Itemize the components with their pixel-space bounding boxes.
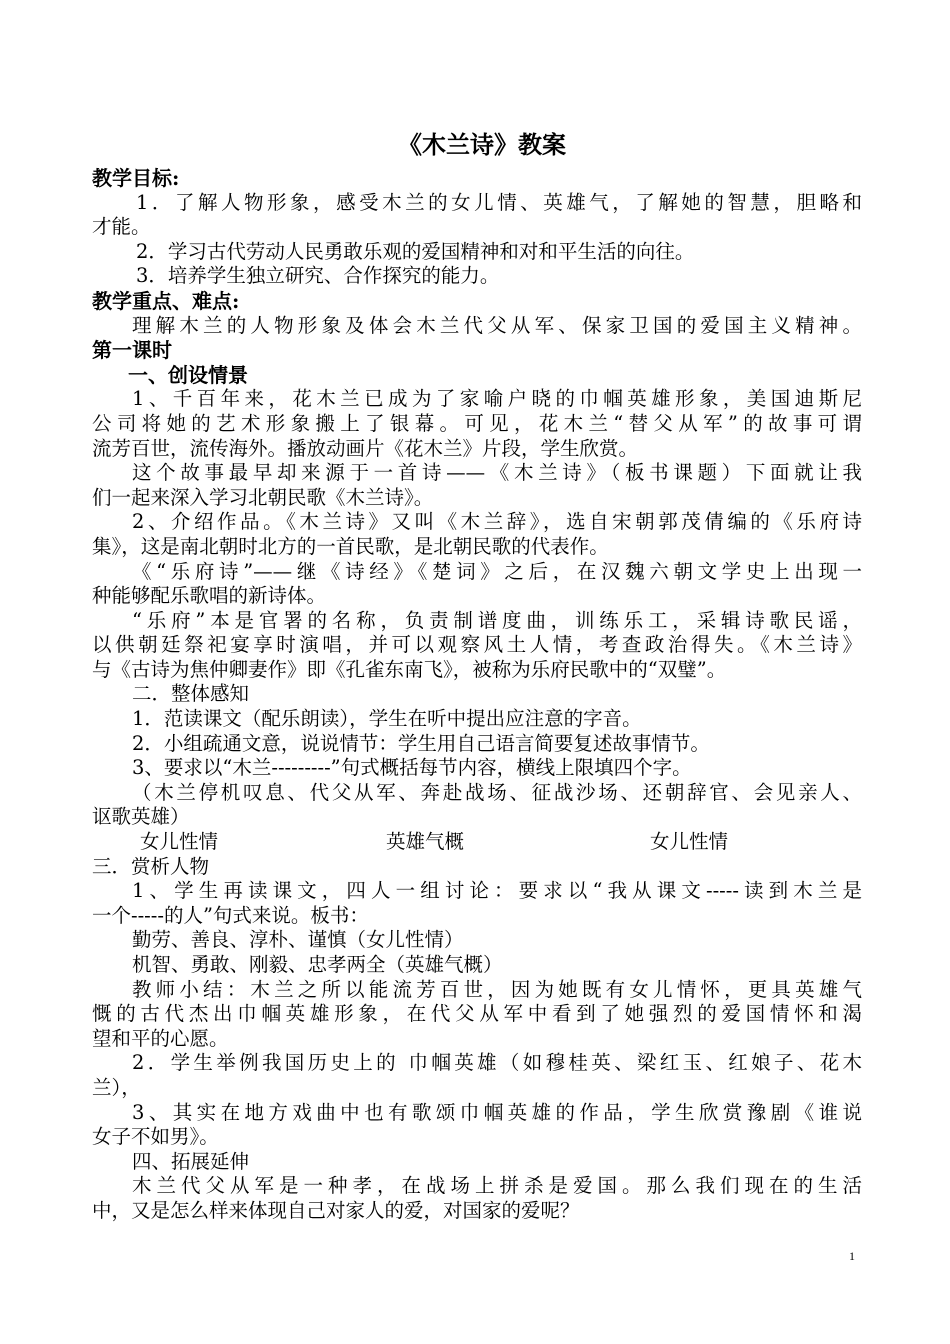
text-line: 兰），: [92, 1075, 141, 1099]
text-line: 1、千百年来，花木兰已成为了家喻户晓的巾帼英雄形象，美国迪斯尼: [132, 387, 862, 411]
section-heading: 第一课时: [92, 338, 172, 363]
text-line: 望和平的心愿。: [92, 1026, 229, 1050]
text-line: 与《古诗为焦仲卿妻作》即《孔雀东南飞》，被称为乐府民歌中的“双璧”。: [92, 657, 727, 681]
text-line: 1．了解人物形象，感受木兰的女儿情、英雄气，了解她的智慧，胆略和: [136, 190, 862, 214]
text-line: 二．整体感知: [132, 682, 250, 706]
text-line: 以供朝廷祭祀宴享时演唱，并可以观察风土人情，考查政治得失。《木兰诗》: [92, 633, 862, 657]
text-line: 这个故事最早却来源于一首诗——《木兰诗》（板书课题）下面就让我: [132, 461, 862, 485]
section-heading: 教学重点、难点:: [92, 288, 240, 313]
text-line: 四、拓展延伸: [132, 1149, 250, 1173]
text-line: 木兰代父从军是一种孝，在战场上拼杀是爱国。那么我们现在的生活: [132, 1174, 862, 1198]
text-line: 流芳百世，流传海外。播放动画片《花木兰》片段，学生欣赏。: [92, 436, 639, 460]
text-line: 讴歌英雄）: [92, 805, 190, 829]
text-line: 3、要求以“木兰---------”句式概括每节内容，横线上限填四个字。: [132, 756, 692, 780]
text-line: 理解木兰的人物形象及体会木兰代父从军、保家卫国的爱国主义精神。: [132, 313, 862, 337]
text-line: 三．赏析人物: [92, 854, 210, 878]
text-line: 慨的古代杰出巾帼英雄形象，在代父从军中看到了她强烈的爱国情怀和渴: [92, 1002, 862, 1026]
column-label-1: 女儿性情: [140, 830, 219, 854]
document-body: [92, 166, 862, 830]
text-line: 教师小结：木兰之所以能流芳百世，因为她既有女儿情怀，更具英雄气: [132, 977, 862, 1001]
text-line: 《“乐府诗”——继《诗经》《楚词》之后，在汉魏六朝文学史上出现一: [132, 559, 862, 583]
text-line: 集》，这是南北朝时北方的一首民歌，是北朝民歌的代表作。: [92, 534, 609, 558]
text-line: 2．学生举例我国历史上的 巾帼英雄（如穆桂英、梁红玉、红娘子、花木: [132, 1051, 862, 1075]
text-line: 3、其实在地方戏曲中也有歌颂巾帼英雄的作品，学生欣赏豫剧《谁说: [132, 1100, 862, 1124]
subsection-heading: 一、创设情景: [128, 362, 248, 387]
text-line: 2．学习古代劳动人民勇敢乐观的爱国精神和对和平生活的向往。: [136, 239, 695, 263]
text-line: 勤劳、善良、淳朴、谨慎（女儿性情）: [132, 928, 464, 952]
summary-columns: [92, 830, 862, 855]
text-line: 公司将她的艺术形象搬上了银幕。可见，花木兰“替父从军”的故事可谓: [92, 411, 862, 435]
text-line: 3．培养学生独立研究、合作探究的能力。: [136, 264, 500, 288]
text-line: “乐府”本是官署的名称，负责制谱度曲，训练乐工，采辑诗歌民谣，: [132, 608, 862, 632]
column-label-3: 女儿性情: [650, 830, 729, 854]
text-line: 一个-----的人”句式来说。板书：: [92, 903, 369, 927]
text-line: 女子不如男》。: [92, 1125, 219, 1149]
text-line: 们一起来深入学习北朝民歌《木兰诗》。: [92, 485, 434, 509]
section-heading: 教学目标:: [92, 166, 180, 190]
document-page: [92, 126, 862, 1224]
text-line: 1．范读课文（配乐朗读），学生在听中提出应注意的字音。: [132, 707, 642, 731]
text-line: （木兰停机叹息、代父从军、奔赴战场、征战沙场、还朝辞官、会见亲人、: [132, 780, 862, 804]
column-label-2: 英雄气概: [386, 830, 465, 854]
page-number: 1: [849, 1249, 855, 1263]
document-body-continued: [92, 855, 862, 1224]
text-line: 2．小组疏通文意，说说情节：学生用自己语言简要复述故事情节。: [132, 731, 710, 755]
text-line: 1、学生再读课文，四人一组讨论：要求以“我从课文-----读到木兰是: [132, 879, 862, 903]
text-line: 2、介绍作品。《木兰诗》又叫《木兰辞》，选自宋朝郭茂倩编的《乐府诗: [132, 510, 862, 534]
document-title: 《木兰诗》教案: [398, 130, 566, 159]
text-line: 机智、勇敢、刚毅、忠孝两全（英雄气概）: [132, 953, 503, 976]
text-line: 中，又是怎么样来体现自己对家人的爱，对国家的爱呢？: [92, 1198, 580, 1222]
text-line: 才能。: [92, 215, 151, 239]
text-line: 种能够配乐歌唱的新诗体。: [92, 584, 327, 608]
